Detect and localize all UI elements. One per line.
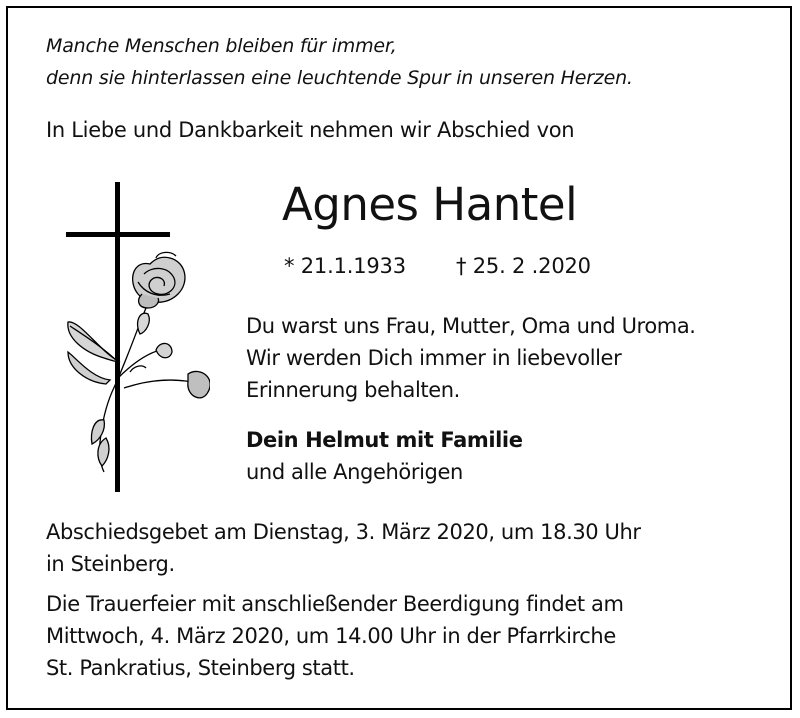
funeral-line-1: Die Trauerfeier mit anschließender Beerdigung findet am bbox=[46, 592, 624, 616]
prayer-line-2: in Steinberg. bbox=[46, 552, 175, 576]
funeral-line-2: Mittwoch, 4. März 2020, um 14.00 Uhr in der Pfarrkirche bbox=[46, 624, 616, 648]
rose-icon bbox=[68, 252, 210, 472]
tribute-line-3: Erinnerung behalten. bbox=[246, 378, 460, 402]
birth-date: * 21.1.1933 bbox=[284, 254, 406, 278]
tribute-line-1: Du warst uns Frau, Mutter, Oma und Uroma. bbox=[246, 314, 696, 338]
death-date: † 25. 2 .2020 bbox=[456, 254, 591, 278]
deceased-name: Agnes Hantel bbox=[282, 178, 578, 231]
tribute-line-2: Wir werden Dich immer in liebevoller bbox=[246, 346, 622, 370]
funeral-line-3: St. Pankratius, Steinberg statt. bbox=[46, 656, 355, 680]
motto-line-2: denn sie hinterlassen eine leuchtende Spur in unseren Herzen. bbox=[46, 67, 633, 89]
intro-text: In Liebe und Dankbarkeit nehmen wir Abschied von bbox=[46, 118, 575, 142]
cross-and-rose-emblem bbox=[60, 182, 210, 498]
signer-others: und alle Angehörigen bbox=[246, 460, 463, 484]
prayer-line-1: Abschiedsgebet am Dienstag, 3. März 2020, um 18.30 Uhr bbox=[46, 520, 641, 544]
signer-primary: Dein Helmut mit Familie bbox=[246, 428, 523, 452]
motto-line-1: Manche Menschen bleiben für immer, bbox=[46, 35, 397, 57]
